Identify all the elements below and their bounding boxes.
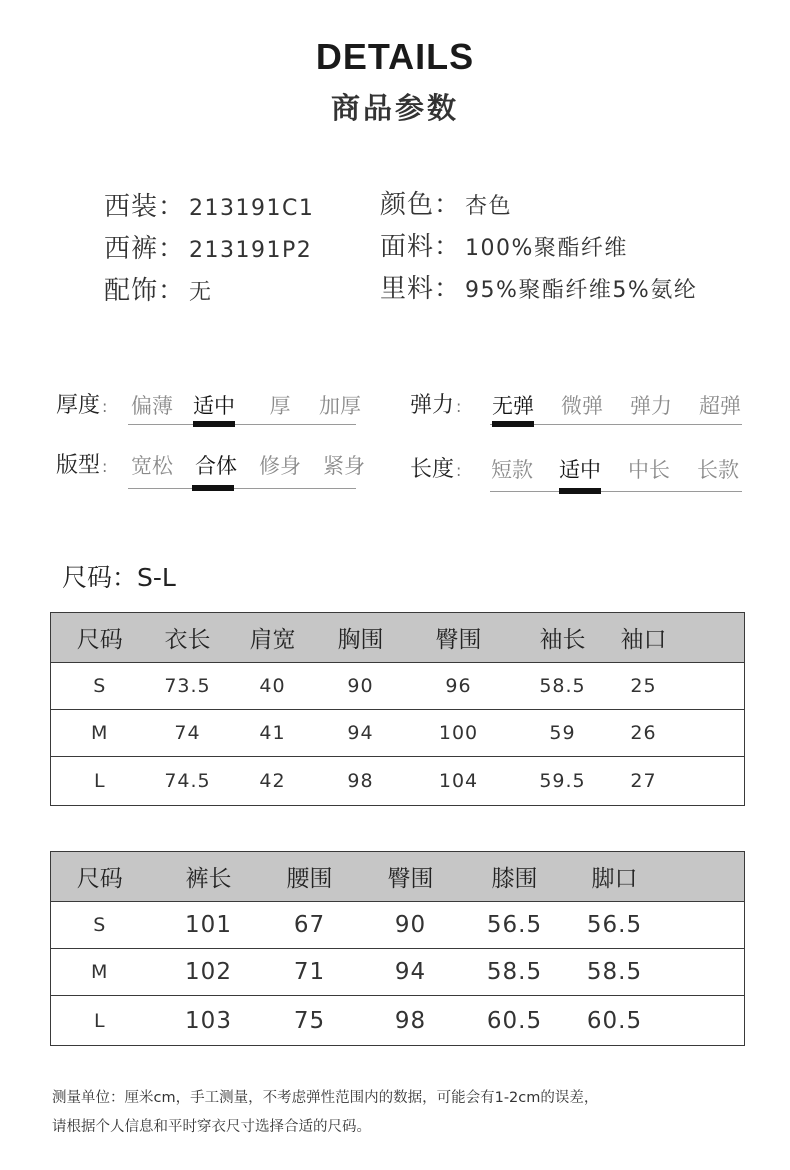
attr-label-fit [56, 448, 107, 479]
option-elasticity-super: 超弹 [699, 394, 741, 418]
table-row [51, 757, 745, 806]
spec-value: 95%聚酯纤维5%氨纶 [465, 278, 698, 303]
attr-label-text: 版型 [56, 453, 101, 478]
table-header-cell: 膝围 [471, 852, 559, 902]
spec-key: 配饰： [104, 276, 186, 306]
table-row [51, 710, 745, 757]
table-cell: 75 [269, 996, 351, 1046]
table-cell: 94 [351, 949, 471, 996]
table-cell: 60.5 [471, 996, 559, 1046]
page-title-cn: 商品参数 [330, 91, 459, 125]
attr-colon: : [102, 397, 108, 416]
table-cell: 58.5 [471, 949, 559, 996]
table-cell [677, 757, 745, 806]
option-length-long: 长款 [697, 458, 739, 482]
table-cell [677, 663, 745, 710]
table-cell: L [51, 757, 149, 806]
table-cell [677, 710, 745, 757]
table-cell: 56.5 [559, 902, 671, 949]
table-header-cell: 袖长 [515, 613, 611, 663]
table-header-cell: 臀围 [351, 852, 471, 902]
table-cell: 74 [149, 710, 227, 757]
table-cell: 90 [351, 902, 471, 949]
table-cell: 59 [515, 710, 611, 757]
table-cell: 94 [319, 710, 403, 757]
table-cell: S [51, 663, 149, 710]
table-header-cell [671, 852, 745, 902]
table-cell: 59.5 [515, 757, 611, 806]
page-title-en: DETAILS [315, 36, 475, 77]
spec-value: 杏色 [465, 194, 513, 219]
selected-marker [559, 488, 601, 494]
table-cell: 42 [227, 757, 319, 806]
option-elasticity-stretch: 弹力 [630, 394, 672, 418]
table-cell: 98 [351, 996, 471, 1046]
table-cell: 67 [269, 902, 351, 949]
table-cell: 101 [149, 902, 269, 949]
measurement-note: 测量单位：厘米cm，手工测量，不考虑弹性范围内的数据，可能会有1-2cm的误差， [52, 1090, 599, 1106]
table-cell: 73.5 [149, 663, 227, 710]
table-cell [671, 949, 745, 996]
option-fit-regular: 合体 [195, 454, 237, 478]
table-cell: 71 [269, 949, 351, 996]
table-cell: S [51, 902, 149, 949]
table-header-cell: 臀围 [403, 613, 515, 663]
table-cell: 27 [611, 757, 677, 806]
table-cell: 90 [319, 663, 403, 710]
table-cell: 60.5 [559, 996, 671, 1046]
option-elasticity-slight: 微弹 [561, 394, 603, 418]
attr-colon: : [456, 397, 462, 416]
table-header-cell: 裤长 [149, 852, 269, 902]
table-cell: 26 [611, 710, 677, 757]
option-thickness-medium: 适中 [193, 394, 235, 418]
option-elasticity-none: 无弹 [492, 394, 534, 418]
scale-line [128, 424, 356, 425]
table-header-cell: 尺码 [51, 613, 149, 663]
table-header-cell: 脚口 [559, 852, 671, 902]
table-cell: 74.5 [149, 757, 227, 806]
table-header-cell: 尺码 [51, 852, 149, 902]
spec-key: 西装： [104, 192, 186, 222]
table-cell: 41 [227, 710, 319, 757]
scale-line [128, 488, 356, 489]
attr-label-length [410, 452, 461, 483]
table-cell: M [51, 710, 149, 757]
jacket-size-table [50, 612, 745, 806]
table-header-cell: 胸围 [319, 613, 403, 663]
table-cell: 102 [149, 949, 269, 996]
table-cell: 100 [403, 710, 515, 757]
table-header-cell: 腰围 [269, 852, 351, 902]
spec-value: 213191P2 [189, 238, 313, 263]
table-cell [671, 902, 745, 949]
option-length-medium: 适中 [559, 458, 601, 482]
table-header-cell: 肩宽 [227, 613, 319, 663]
table-cell: L [51, 996, 149, 1046]
spec-lining [380, 268, 697, 305]
table-row [51, 949, 745, 996]
spec-jacket [104, 186, 314, 223]
table-cell: 40 [227, 663, 319, 710]
attr-label-text: 厚度 [56, 393, 101, 418]
attr-label-elasticity [410, 388, 461, 419]
spec-key: 西裤： [104, 234, 186, 264]
table-row [51, 902, 745, 949]
spec-fabric [380, 226, 628, 263]
option-fit-loose: 宽松 [131, 454, 173, 478]
spec-pants [104, 228, 312, 265]
table-header-cell: 衣长 [149, 613, 227, 663]
attr-colon: : [456, 461, 462, 480]
spec-key: 里料： [380, 274, 462, 304]
option-fit-slim: 修身 [259, 454, 301, 478]
table-cell: 98 [319, 757, 403, 806]
table-cell: 56.5 [471, 902, 559, 949]
selected-marker [193, 421, 235, 427]
table-cell [671, 996, 745, 1046]
table-cell: 58.5 [559, 949, 671, 996]
table-cell: 103 [149, 996, 269, 1046]
spec-key: 面料： [380, 232, 462, 262]
spec-color [380, 184, 512, 221]
attr-label-thickness [56, 388, 107, 419]
size-advice-note: 请根据个人信息和平时穿衣尺寸选择合适的尺码。 [52, 1119, 371, 1135]
table-cell: 25 [611, 663, 677, 710]
scale-line [490, 491, 742, 492]
option-fit-tight: 紧身 [323, 454, 365, 478]
attr-colon: : [102, 457, 108, 476]
attr-label-text: 弹力 [410, 393, 455, 418]
selected-marker [492, 421, 534, 427]
table-cell: 104 [403, 757, 515, 806]
table-header-row [51, 613, 745, 663]
spec-key: 颜色： [380, 190, 462, 220]
table-row [51, 663, 745, 710]
table-header-cell [677, 613, 745, 663]
spec-value: 无 [189, 280, 213, 305]
spec-value: 213191C1 [189, 196, 315, 221]
option-thickness-extra-thick: 加厚 [319, 394, 361, 418]
attr-label-text: 长度 [410, 457, 455, 482]
pants-size-table [50, 851, 745, 1046]
spec-accessory [104, 270, 213, 307]
table-cell: 96 [403, 663, 515, 710]
option-thickness-thin: 偏薄 [131, 394, 173, 418]
selected-marker [192, 485, 234, 491]
table-header-cell: 袖口 [611, 613, 677, 663]
table-cell: M [51, 949, 149, 996]
table-header-row [51, 852, 745, 902]
option-length-mid-long: 中长 [628, 458, 670, 482]
option-length-short: 短款 [491, 458, 533, 482]
spec-value: 100%聚酯纤维 [465, 236, 628, 261]
table-row [51, 996, 745, 1046]
option-thickness-thick: 厚 [269, 394, 291, 418]
size-range: 尺码：S-L [62, 563, 176, 592]
table-cell: 58.5 [515, 663, 611, 710]
